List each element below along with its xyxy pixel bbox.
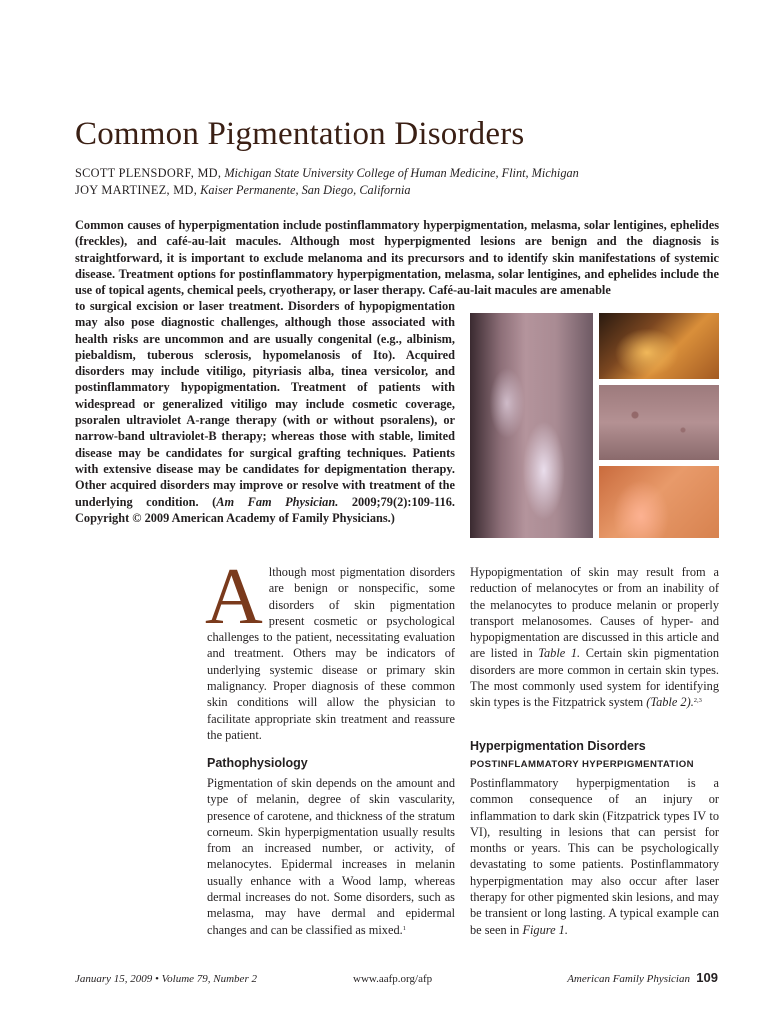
- citation-journal: Am Fam Physician.: [216, 494, 339, 509]
- hypopigmentation-text: Hypopigmentation of skin may result from a reduction of melanocytes or from an inability of the melanocytes to produce melanin or properly transport melanosomes. Causes of hyper- and hypopigmentation are discussed in this article and are listed in: [470, 565, 719, 661]
- journal-name: American Family Physician: [567, 973, 690, 985]
- table-1-reference[interactable]: Table 1.: [538, 646, 581, 661]
- pih-text: Postinflammatory hyperpigmentation is a common consequence of an injury or inflammation to dark skin (Fitzpatrick types IV to VI), resulting in lesions that can persist for months or years. This can be psychologically devastating to some patients. Postinflammatory hyperpigmentation may also occur after laser therapy for other pigmented skin lesions, and may be transient or long lasting. A typical example can be seen in: [470, 776, 719, 937]
- subsection-heading-pih: POSTINFLAMMATORY HYPERPIGMENTATION: [470, 759, 694, 770]
- author-name: SCOTT PLENSDORF, MD,: [75, 166, 222, 180]
- author-line: [75, 182, 411, 198]
- hypopigmented-macules-photo: [599, 385, 719, 460]
- author-affiliation: Michigan State University College of Human Medicine, Flint, Michigan: [224, 166, 579, 180]
- reference-marker: 1: [402, 924, 406, 932]
- drop-cap: A: [205, 553, 263, 641]
- pathophysiology-text: Pigmentation of skin depends on the amount and type of melanin, degree of skin vascularity, presence of carotene, and thickness of the stratum corneum. Skin hyperpigmentation usually results from an increased number, or activity, of melanocytes. Epidermal increases in melanin usually enhance with a Wood lamp, whereas dermal increases do not. Some disorders, such as melasma, may have dermal and epidermal changes and can be classified as mixed.: [207, 776, 455, 937]
- abstract-column-text: to surgical excision or laser treatment. Disorders of hypopigmentation may also pose diagnostic challenges, although those associated with health risks are uncommon and are usually congenital (e.g., albinism, piebaldism, tuberous sclerosis, hypomelanosis of Ito). Acquired disorders may include vitiligo, pityriasis alba, tinea versicolor, and postinflammatory hypopigmentation. Treatment of patients with widespread or generalized vitiligo may include cosmetic coverage, psoralen ultraviolet A-range therapy (with or without psoralens), or narrow-band ultraviolet-B therapy; whereas those with stable, limited disease may be candidates for surgical grafting techniques. Patients with extensive disease may be candidates for depigmentation therapy. Other acquired disorders may improve or resolve with treatment of the underlying condition.: [75, 299, 455, 509]
- page-number: 109: [696, 970, 718, 985]
- abstract-full-width: Common causes of hyperpigmentation include postinflammatory hyperpigmentation, melasma, solar lentigines, ephelides (freckles), and café-au-lait macules. Although most hyperpigmented lesions are benign and the diagnosis is straightforward, it is important to exclude melanoma and its precursors and to identify skin manifestations of systemic disease. Treatment options for postinflammatory hyperpigmentation, melasma, solar lentigines, and ephelides include the use of topical agents, chemical peels, cryotherapy, or laser therapy. Café-au-lait macules are amenable: [75, 218, 719, 298]
- section-heading-pathophysiology: Pathophysiology: [207, 756, 308, 770]
- pathophysiology-paragraph: [207, 775, 455, 938]
- vitiligo-leg-photo: [470, 313, 593, 538]
- section-heading-hyperpigmentation: Hyperpigmentation Disorders: [470, 739, 646, 753]
- reference-marker: 2,3: [693, 697, 702, 705]
- hypopigmentation-paragraph: [470, 564, 719, 711]
- journal-url[interactable]: www.aafp.org/afp: [353, 973, 433, 985]
- table-2-reference[interactable]: (Table 2).: [646, 695, 694, 710]
- pih-paragraph: [470, 775, 719, 938]
- figure-1-reference[interactable]: Figure 1.: [522, 922, 568, 937]
- author-name: JOY MARTINEZ, MD,: [75, 183, 198, 197]
- author-affiliation: Kaiser Permanente, San Diego, California: [200, 183, 411, 197]
- hyperpigmentation-skin-photo: [599, 313, 719, 379]
- author-line: [75, 165, 579, 181]
- intro-text: lthough most pigmentation disorders are benign or nonspecific, some disorders of skin pigmentation present cosmetic or psychological challenges to the patient, necessitating evaluation and treatment. Others may be indicators of underlying systemic disease or primary skin malignancy. Proper diagnosis of these common skin conditions will allow the physician to facilitate appropriate skin treatment and reassure the patient.: [207, 565, 455, 742]
- abstract-column: [75, 298, 455, 526]
- facial-pigmentation-photo: [599, 466, 719, 538]
- abstract-citation-open: (: [198, 494, 217, 509]
- citation-details: 2009;79(2):109-116. Copyright © 2009 American Academy of Family Physicians.): [75, 494, 456, 525]
- article-title: Common Pigmentation Disorders: [75, 116, 525, 152]
- hypopigmentation-text-2: Certain skin pigmentation disorders are more common in certain skin types. The most commonly used system for identifying skin types is the Fitzpatrick system: [470, 646, 720, 710]
- clinical-photo-collage: [470, 313, 719, 538]
- issue-info: January 15, 2009 • Volume 79, Number 2: [75, 973, 257, 985]
- intro-paragraph: [205, 553, 455, 743]
